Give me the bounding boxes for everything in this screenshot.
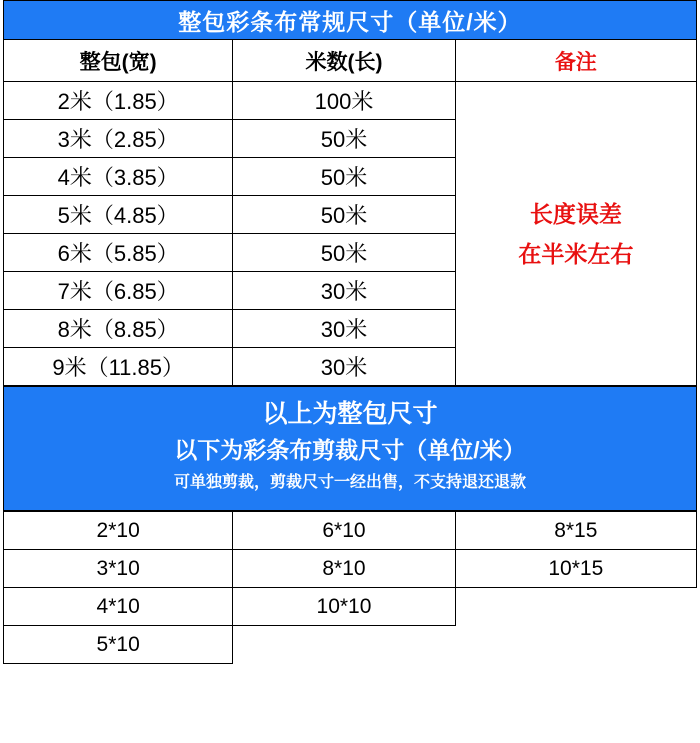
header-length: 米数(长) [233, 40, 455, 82]
cut-banner-line-3: 可单独剪裁，剪裁尺寸一经出售，不支持退还退款 [173, 474, 526, 491]
row-width: 5米（4.85） [4, 196, 233, 234]
title-banner: 整包彩条布常规尺寸（单位/米） [4, 1, 697, 40]
cut-size-empty-cell [455, 626, 696, 664]
cut-size-table [3, 511, 697, 664]
row-length: 50米 [233, 196, 455, 234]
row-width: 6米（5.85） [4, 234, 233, 272]
cut-size-cell: 10*15 [455, 550, 696, 588]
cut-size-cell: 6*10 [233, 512, 455, 550]
row-width: 7米（6.85） [4, 272, 233, 310]
remark-line-2: 在半米左右 [518, 240, 634, 267]
table-row [4, 82, 697, 120]
header-row [4, 40, 697, 82]
cut-size-cell: 3*10 [4, 550, 233, 588]
whole-package-table [3, 0, 697, 386]
cut-size-empty-cell [233, 626, 455, 664]
cut-banner-line-1: 以上为整包尺寸 [262, 400, 438, 428]
cut-size-cell: 4*10 [4, 588, 233, 626]
row-length: 50米 [233, 158, 455, 196]
header-remark: 备注 [455, 40, 696, 82]
cut-size-cell: 2*10 [4, 512, 233, 550]
cut-banner-line-2: 以下为彩条布剪裁尺寸（单位/米） [174, 437, 526, 463]
row-width: 4米（3.85） [4, 158, 233, 196]
row-length: 30米 [233, 310, 455, 348]
cut-size-banner [3, 386, 697, 511]
row-width: 9米（11.85） [4, 348, 233, 386]
cut-size-cell: 10*10 [233, 588, 455, 626]
remark-line-1: 长度误差 [529, 200, 622, 227]
row-length: 30米 [233, 272, 455, 310]
cut-size-empty-cell [455, 588, 696, 626]
row-width: 2米（1.85） [4, 82, 233, 120]
table-row [4, 626, 697, 664]
row-length: 50米 [233, 120, 455, 158]
row-length: 50米 [233, 234, 455, 272]
table-row [4, 550, 697, 588]
table-row [4, 512, 697, 550]
header-width: 整包(宽) [4, 40, 233, 82]
cut-size-cell: 5*10 [4, 626, 233, 664]
cut-size-cell: 8*10 [233, 550, 455, 588]
row-length: 30米 [233, 348, 455, 386]
row-width: 8米（8.85） [4, 310, 233, 348]
cut-size-cell: 8*15 [455, 512, 696, 550]
table-row [4, 588, 697, 626]
row-length: 100米 [233, 82, 455, 120]
title-banner-row [4, 1, 697, 40]
row-width: 3米（2.85） [4, 120, 233, 158]
remark-cell [455, 82, 696, 386]
